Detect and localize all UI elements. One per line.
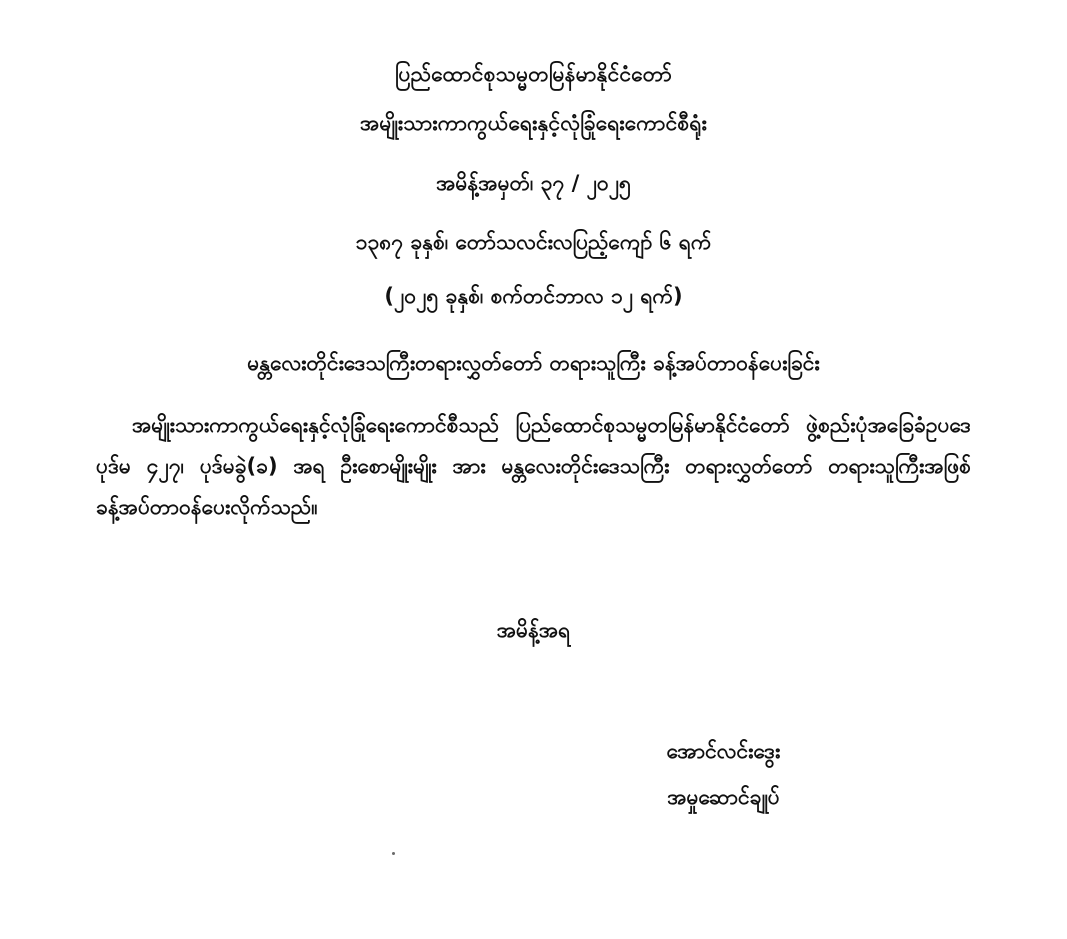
order-number: အမိန့်အမှတ်၊ ၃၇ / ၂၀၂၅ — [436, 171, 631, 196]
order-number-block — [80, 167, 987, 200]
document-subject: မန္တလေးတိုင်းဒေသကြီးတရားလွှတ်တော် တရားသူကြီး ခန့်အပ်တာဝန်ပေးခြင်း — [247, 350, 820, 375]
body-paragraph: အမျိုးသားကာကွယ်ရေးနှင့်လုံခြုံရေးကောင်စီသည် ပြည်ထောင်စုသမ္မတမြန်မာနိုင်ငံတော် ဖွဲ့စည်းပုံအခြေခံဥပဒေ ပုဒ်မ ၄၂၇၊ ပုဒ်မခွဲ(ခ) အရ ဦးစောမျိုးမျိုး အား မန္တလေးတိုင်းဒေသကြီး တရားလွှတ်တော် တရားသူကြီးအဖြစ် ခန့်အပ်တာဝန်ပေးလိုက်သည်။ — [96, 413, 971, 520]
by-order-label: အမိန့်အရ — [496, 618, 571, 643]
date-burmese-calendar: ၁၃၈၇ ခုနှစ်၊ တော်သလင်းလပြည့်ကျော် ၆ ရက် — [355, 229, 712, 254]
subject-block — [80, 347, 987, 380]
date-block — [80, 226, 987, 313]
page-mark-dot — [392, 852, 395, 855]
document-header — [80, 58, 987, 139]
signature-block — [80, 735, 987, 814]
date-gregorian-calendar: (၂၀၂၅ ခုနှစ်၊ စက်တင်ဘာလ ၁၂ ရက်) — [384, 284, 683, 309]
signatory-name: အောင်လင်းဒွေး — [666, 738, 781, 763]
issuer-office-line: အမျိုးသားကာကွယ်ရေးနှင့်လုံခြုံရေးကောင်စီရုံး — [359, 110, 708, 135]
issuer-country-line: ပြည်ထောင်စုသမ္မတမြန်မာနိုင်ငံတော် — [394, 62, 672, 86]
by-order-block — [80, 614, 987, 647]
document-body — [80, 405, 987, 528]
signatory-title: အမှုဆောင်ချုပ် — [667, 785, 780, 810]
